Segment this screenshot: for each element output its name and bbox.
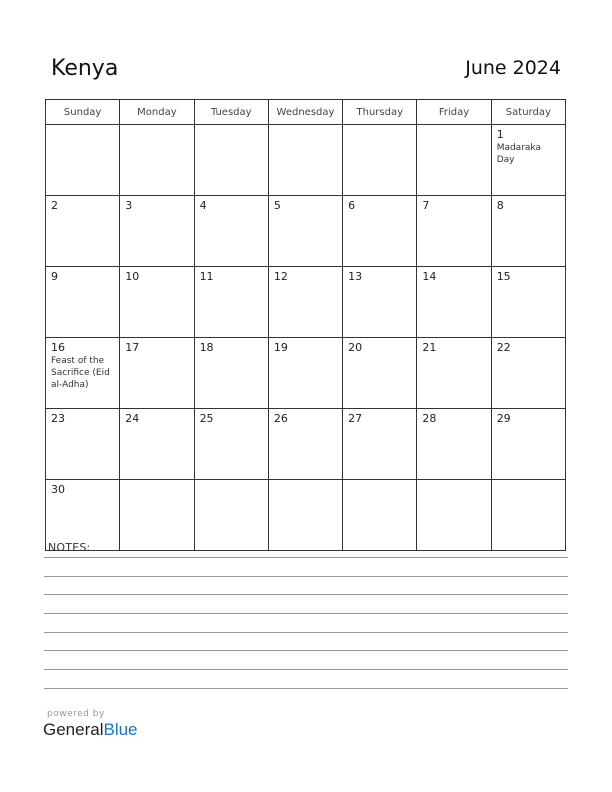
day-number: 8 — [496, 199, 504, 212]
day-cell — [46, 267, 120, 338]
notes-label: NOTES: — [48, 541, 91, 554]
day-cell — [343, 409, 417, 480]
day-cell — [120, 196, 194, 267]
day-cell — [417, 267, 491, 338]
day-cell — [46, 409, 120, 480]
day-number: 17 — [125, 341, 140, 354]
note-line — [44, 576, 568, 577]
country-title: Kenya — [51, 56, 119, 81]
day-number: 23 — [51, 412, 65, 425]
day-cell — [268, 338, 342, 409]
day-cell — [491, 480, 565, 551]
day-cell — [268, 125, 342, 196]
holiday-label: Madaraka Day — [496, 143, 541, 165]
day-cell — [417, 338, 491, 409]
day-number: 4 — [199, 199, 207, 212]
day-number: 18 — [199, 341, 214, 354]
day-number: 15 — [496, 270, 511, 283]
day-number: 7 — [422, 199, 430, 212]
day-cell — [343, 267, 417, 338]
week-row-5 — [46, 409, 566, 480]
week-row-6 — [46, 480, 566, 551]
week-row-3 — [46, 267, 566, 338]
weekday-friday: Friday — [417, 100, 491, 125]
day-cell — [268, 196, 342, 267]
day-cell — [417, 125, 491, 196]
day-cell — [120, 125, 194, 196]
note-line — [44, 613, 568, 614]
day-number: 6 — [348, 199, 356, 212]
powered-by-text: powered by — [47, 709, 105, 719]
day-cell — [194, 409, 268, 480]
day-number: 2 — [51, 199, 58, 212]
week-row-4 — [46, 338, 566, 409]
week-row-1 — [46, 125, 566, 196]
day-cell — [120, 409, 194, 480]
day-cell — [268, 409, 342, 480]
day-number: 16 — [51, 341, 65, 354]
weekday-wednesday: Wednesday — [268, 100, 342, 125]
day-cell — [194, 267, 268, 338]
day-number: 25 — [199, 412, 214, 425]
day-cell — [491, 125, 565, 196]
day-number: 28 — [422, 412, 437, 425]
generalblue-logo[interactable] — [43, 720, 138, 740]
weekday-thursday: Thursday — [343, 100, 417, 125]
day-cell — [194, 480, 268, 551]
day-cell — [46, 480, 120, 551]
note-line — [44, 632, 568, 633]
day-number: 20 — [348, 341, 363, 354]
day-number: 24 — [125, 412, 140, 425]
day-number: 22 — [496, 341, 511, 354]
day-number: 14 — [422, 270, 437, 283]
day-number: 12 — [273, 270, 288, 283]
day-number: 21 — [422, 341, 437, 354]
day-number: 11 — [199, 270, 214, 283]
day-cell — [343, 480, 417, 551]
note-line — [44, 669, 568, 670]
day-cell — [417, 409, 491, 480]
day-cell — [194, 125, 268, 196]
calendar-grid — [45, 99, 566, 551]
note-line — [44, 594, 568, 595]
day-cell — [120, 338, 194, 409]
note-line — [44, 688, 568, 689]
day-cell — [120, 480, 194, 551]
note-line — [44, 650, 568, 651]
day-number: 29 — [496, 412, 511, 425]
day-cell — [491, 196, 565, 267]
day-cell — [46, 338, 120, 409]
week-row-2 — [46, 196, 566, 267]
day-number: 10 — [125, 270, 140, 283]
logo-blue: Blue — [103, 720, 138, 739]
weekday-saturday: Saturday — [491, 100, 565, 125]
weekday-sunday: Sunday — [46, 100, 120, 125]
day-cell — [343, 125, 417, 196]
day-cell — [120, 267, 194, 338]
day-cell — [194, 196, 268, 267]
holiday-label: Feast of the Sacrifice (Eid al-Adha) — [51, 356, 110, 390]
weekday-monday: Monday — [120, 100, 194, 125]
day-number: 13 — [348, 270, 363, 283]
day-cell — [491, 409, 565, 480]
day-cell — [268, 480, 342, 551]
day-cell — [46, 125, 120, 196]
day-cell — [491, 267, 565, 338]
day-number: 27 — [348, 412, 363, 425]
day-number: 30 — [51, 483, 65, 496]
note-line — [44, 557, 568, 558]
weekday-tuesday: Tuesday — [194, 100, 268, 125]
day-cell — [343, 196, 417, 267]
logo-general: General — [43, 720, 104, 739]
day-cell — [417, 196, 491, 267]
day-cell — [417, 480, 491, 551]
day-number: 5 — [273, 199, 281, 212]
day-number: 3 — [125, 199, 133, 212]
month-year-title: June 2024 — [465, 57, 561, 79]
day-number: 9 — [51, 270, 58, 283]
day-cell — [194, 338, 268, 409]
weekday-header-row — [46, 100, 566, 125]
day-number: 19 — [273, 341, 288, 354]
day-cell — [46, 196, 120, 267]
day-number: 26 — [273, 412, 288, 425]
day-number: 1 — [496, 128, 504, 141]
day-cell — [491, 338, 565, 409]
day-cell — [268, 267, 342, 338]
day-cell — [343, 338, 417, 409]
